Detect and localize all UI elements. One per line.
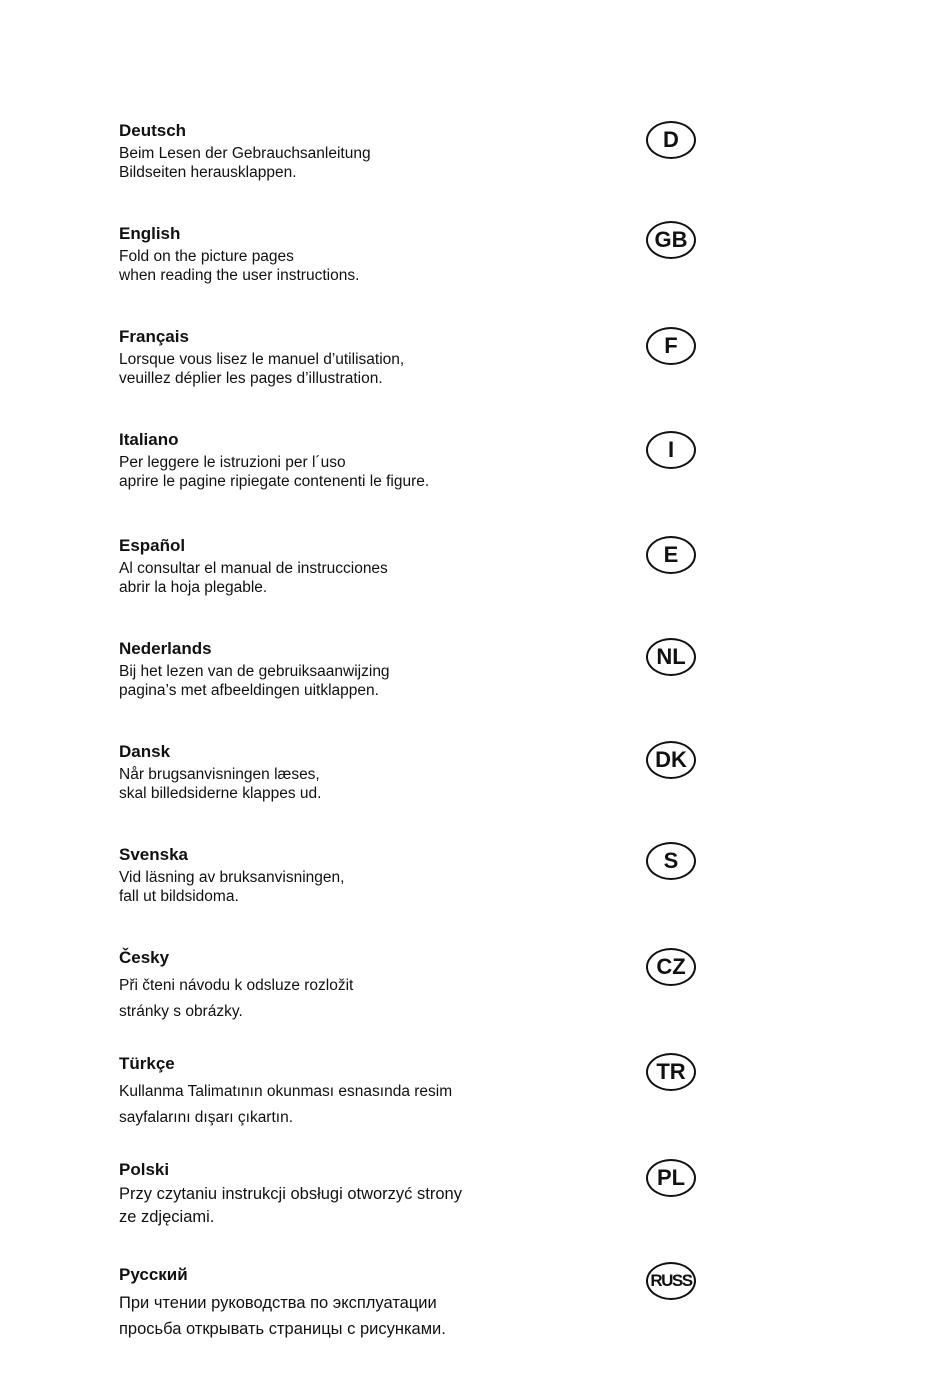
instruction-line-2: skal billedsiderne klappes ud. [119, 785, 322, 802]
language-name: English [119, 224, 181, 243]
instruction-line-2: aprire le pagine ripiegate contenenti le figure. [119, 473, 430, 490]
instruction-line-1: Při čteni návodu k odsluze rozložit [119, 977, 354, 994]
country-code-badge: DK [646, 741, 696, 779]
language-entry-turkce [119, 1054, 719, 1131]
language-name: Italiano [119, 430, 179, 449]
country-code-badge: RUSS [646, 1262, 696, 1300]
language-name: Deutsch [119, 121, 187, 140]
country-code-badge: S [646, 842, 696, 880]
country-code-badge: GB [646, 221, 696, 259]
instruction-line-2: when reading the user instructions. [119, 267, 360, 284]
instruction-line-2: fall ut bildsidoma. [119, 888, 239, 905]
instruction-line-1: Bij het lezen van de gebruiksaanwijzing [119, 663, 390, 680]
instruction-line-2: pagina’s met afbeeldingen uitklappen. [119, 682, 379, 699]
instruction-line-1: Fold on the picture pages [119, 248, 294, 265]
country-code-badge: TR [646, 1053, 696, 1091]
language-name: Dansk [119, 742, 171, 761]
language-entry-english [119, 224, 719, 285]
instruction-line-1: Vid läsning av bruksanvisningen, [119, 869, 345, 886]
language-entry-deutsch [119, 121, 719, 182]
instruction-line-2: ze zdjęciami. [119, 1208, 215, 1226]
language-entry-nederlands [119, 639, 719, 700]
language-name: Svenska [119, 845, 188, 864]
language-entry-espanol [119, 536, 719, 597]
language-entry-francais [119, 327, 719, 388]
instruction-line-1: Per leggere le istruzioni per l´uso [119, 454, 346, 471]
language-name: Español [119, 536, 186, 555]
instruction-line-1: Przy czytaniu instrukcji obsługi otworzyć strony [119, 1185, 462, 1203]
instruction-line-1: Når brugsanvisningen læses, [119, 766, 320, 783]
language-name: Français [119, 327, 189, 346]
language-name: Русский [119, 1265, 188, 1284]
country-code-badge: D [646, 121, 696, 159]
instruction-line-2: sayfalarını dışarı çıkartın. [119, 1109, 294, 1126]
language-name: Polski [119, 1160, 170, 1179]
language-entry-polski [119, 1160, 719, 1229]
instruction-line-1: Kullanma Talimatının okunması esnasında resim [119, 1083, 453, 1100]
country-code-badge: CZ [646, 948, 696, 986]
instruction-line-1: Lorsque vous lisez le manuel d’utilisation, [119, 351, 405, 368]
instruction-line-2: stránky s obrázky. [119, 1003, 243, 1020]
instruction-line-1: При чтении руководства по эксплуатации [119, 1294, 437, 1312]
language-entry-italiano [119, 430, 719, 491]
language-entry-cesky [119, 948, 719, 1025]
instruction-line-1: Al consultar el manual de instrucciones [119, 560, 388, 577]
country-code-badge: NL [646, 638, 696, 676]
language-entry-svenska [119, 845, 719, 906]
language-name: Türkçe [119, 1054, 175, 1073]
instruction-line-2: просьба открывать страницы с рисунками. [119, 1320, 446, 1338]
instruction-line-2: veuillez déplier les pages d’illustration. [119, 370, 383, 387]
instruction-line-2: abrir la hoja plegable. [119, 579, 268, 596]
language-entry-dansk [119, 742, 719, 803]
instruction-line-2: Bildseiten herausklappen. [119, 164, 297, 181]
language-name: Nederlands [119, 639, 212, 658]
language-name: Česky [119, 948, 170, 967]
country-code-badge: E [646, 536, 696, 574]
instruction-line-1: Beim Lesen der Gebrauchsanleitung [119, 145, 371, 162]
language-entry-russkiy [119, 1265, 719, 1342]
country-code-badge: F [646, 327, 696, 365]
country-code-badge: PL [646, 1159, 696, 1197]
country-code-badge: I [646, 431, 696, 469]
